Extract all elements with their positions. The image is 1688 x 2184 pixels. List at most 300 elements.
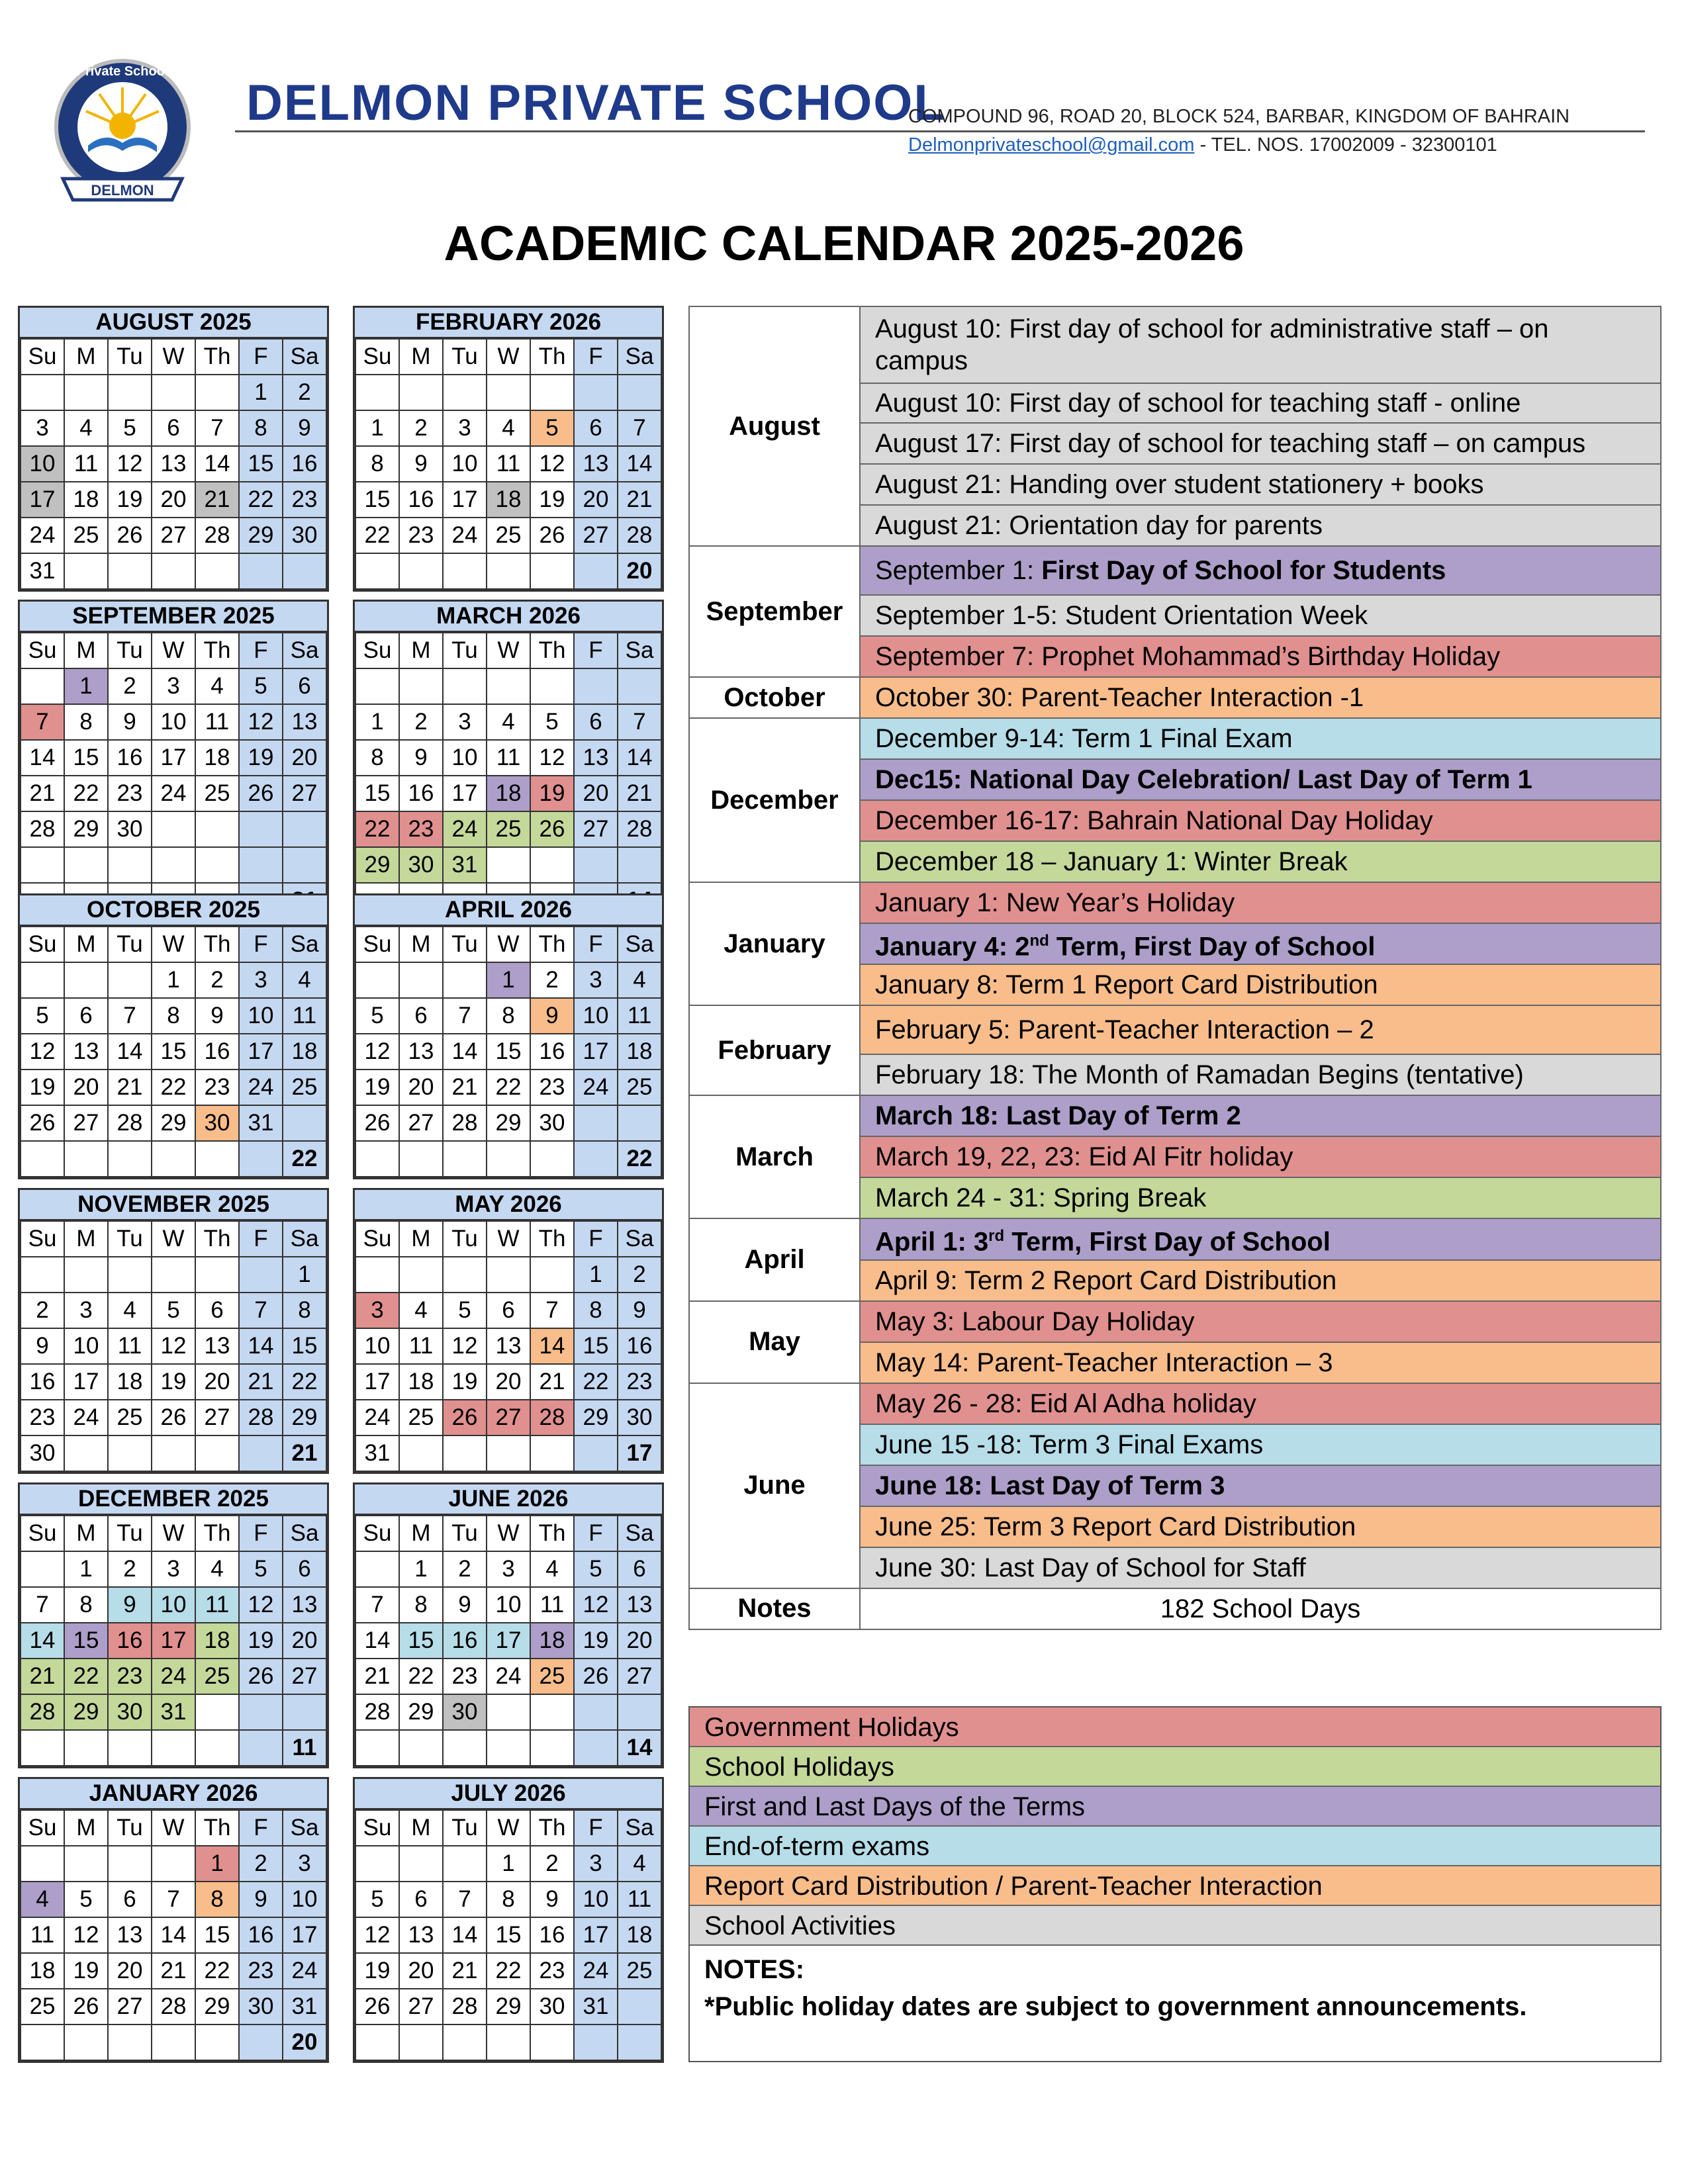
- day-cell: 13: [618, 1587, 661, 1623]
- day-cell: 3: [574, 1846, 618, 1882]
- weekday-header: F: [574, 1221, 618, 1257]
- empty-cell: [399, 1730, 443, 1766]
- event-month-label: January: [689, 882, 860, 1005]
- school-days-total: 17: [618, 1435, 661, 1471]
- day-cell: 8: [355, 740, 399, 776]
- weekday-header: M: [64, 1810, 108, 1846]
- empty-cell: [574, 668, 618, 704]
- day-cell: 19: [239, 740, 283, 776]
- day-cell: 19: [530, 776, 574, 811]
- day-cell: 7: [195, 410, 239, 446]
- day-cell: 20: [574, 482, 618, 518]
- weekday-header: M: [399, 1810, 443, 1846]
- legend-item: End-of-term exams: [690, 1827, 1660, 1866]
- empty-cell: [574, 1694, 618, 1730]
- weekday-header: Tu: [108, 633, 152, 668]
- month-title: SEPTEMBER 2025: [20, 602, 327, 632]
- color-legend: [688, 1706, 1662, 2062]
- weekday-header: Th: [530, 1516, 574, 1551]
- day-cell: 12: [152, 1328, 195, 1364]
- day-cell: 23: [618, 1364, 661, 1400]
- day-cell: 28: [108, 1105, 152, 1141]
- day-cell: 11: [487, 446, 530, 482]
- day-cell: 8: [399, 1587, 443, 1623]
- day-cell: 5: [530, 704, 574, 740]
- day-cell: 23: [530, 1953, 574, 1989]
- day-cell: 19: [21, 1069, 64, 1105]
- empty-cell: [64, 1435, 108, 1471]
- weekday-header: Tu: [443, 633, 487, 668]
- weekday-header: Su: [21, 633, 64, 668]
- day-cell: 11: [64, 446, 108, 482]
- weekday-header: M: [399, 927, 443, 962]
- day-cell: 23: [108, 776, 152, 811]
- day-cell: 8: [64, 1587, 108, 1623]
- empty-cell: [64, 1730, 108, 1766]
- day-cell: 21: [443, 1069, 487, 1105]
- day-cell: 2: [443, 1551, 487, 1587]
- event-item: February 18: The Month of Ramadan Begins (tentative): [860, 1054, 1661, 1095]
- empty-cell: [195, 1141, 239, 1177]
- day-cell: 23: [399, 811, 443, 847]
- empty-cell: [21, 2025, 64, 2060]
- day-cell: 20: [64, 1069, 108, 1105]
- school-days-total: 22: [283, 1141, 326, 1177]
- weekday-header: Su: [21, 1516, 64, 1551]
- day-cell: 27: [195, 1400, 239, 1435]
- empty-cell: [530, 1694, 574, 1730]
- empty-cell: [443, 2025, 487, 2060]
- day-cell: 14: [443, 1034, 487, 1069]
- empty-cell: [355, 553, 399, 589]
- empty-cell: [399, 1257, 443, 1293]
- empty-cell: [195, 553, 239, 589]
- day-cell: 20: [399, 1953, 443, 1989]
- day-cell: 17: [239, 1034, 283, 1069]
- day-cell: 6: [64, 998, 108, 1034]
- weekday-header: F: [574, 1810, 618, 1846]
- day-cell: 12: [239, 704, 283, 740]
- event-row: [689, 546, 1661, 595]
- day-cell: 20: [574, 776, 618, 811]
- empty-cell: [283, 1694, 326, 1730]
- notes-label: Notes: [689, 1588, 860, 1629]
- email-link[interactable]: Delmonprivateschool@gmail.com: [908, 134, 1195, 156]
- day-cell: 4: [618, 962, 661, 998]
- day-cell: 5: [355, 1882, 399, 1917]
- event-row: [689, 1218, 1661, 1259]
- empty-cell: [152, 1257, 195, 1293]
- event-item: March 18: Last Day of Term 2: [860, 1095, 1661, 1136]
- empty-cell: [283, 553, 326, 589]
- weekday-header: M: [399, 339, 443, 375]
- day-cell: 7: [618, 410, 661, 446]
- day-cell: 29: [283, 1400, 326, 1435]
- empty-cell: [355, 1551, 399, 1587]
- weekday-header: F: [239, 1221, 283, 1257]
- day-cell: 5: [239, 668, 283, 704]
- day-cell: 18: [618, 1917, 661, 1953]
- day-cell: 6: [283, 1551, 326, 1587]
- day-cell: 23: [21, 1400, 64, 1435]
- day-cell: 5: [152, 1293, 195, 1328]
- weekday-header: W: [152, 1221, 195, 1257]
- empty-cell: [152, 553, 195, 589]
- day-cell: 12: [108, 446, 152, 482]
- day-cell: 13: [152, 446, 195, 482]
- month-title: APRIL 2026: [355, 895, 662, 926]
- weekday-header: W: [152, 1516, 195, 1551]
- day-cell: 15: [355, 482, 399, 518]
- event-row: [689, 882, 1661, 923]
- day-cell: 5: [64, 1882, 108, 1917]
- day-cell: 15: [64, 1623, 108, 1659]
- empty-cell: [239, 553, 283, 589]
- day-cell: 14: [152, 1917, 195, 1953]
- empty-cell: [618, 1989, 661, 2025]
- weekday-header: M: [64, 1516, 108, 1551]
- empty-cell: [239, 847, 283, 883]
- weekday-header: W: [487, 1221, 530, 1257]
- day-cell: 28: [618, 518, 661, 553]
- empty-cell: [21, 1141, 64, 1177]
- day-cell: 19: [108, 482, 152, 518]
- day-cell: 16: [399, 482, 443, 518]
- empty-cell: [195, 1257, 239, 1293]
- day-cell: 13: [399, 1034, 443, 1069]
- day-cell: 5: [21, 998, 64, 1034]
- day-cell: 10: [64, 1328, 108, 1364]
- weekday-header: Tu: [108, 1810, 152, 1846]
- weekday-header: W: [487, 927, 530, 962]
- day-cell: 24: [443, 811, 487, 847]
- day-cell: 2: [108, 1551, 152, 1587]
- day-cell: 5: [239, 1551, 283, 1587]
- day-cell: 11: [618, 1882, 661, 1917]
- day-cell: 25: [283, 1069, 326, 1105]
- day-cell: 25: [108, 1400, 152, 1435]
- event-item: June 25: Term 3 Report Card Distribution: [860, 1506, 1661, 1547]
- day-cell: 3: [21, 410, 64, 446]
- weekday-header: M: [64, 339, 108, 375]
- event-item: June 18: Last Day of Term 3: [860, 1465, 1661, 1506]
- month-title: MARCH 2026: [355, 602, 662, 632]
- day-cell: 30: [195, 1105, 239, 1141]
- day-cell: 17: [283, 1917, 326, 1953]
- empty-cell: [108, 1257, 152, 1293]
- day-cell: 15: [487, 1917, 530, 1953]
- weekday-header: M: [399, 1516, 443, 1551]
- empty-cell: [487, 2025, 530, 2060]
- day-cell: 31: [355, 1435, 399, 1471]
- empty-cell: [152, 1846, 195, 1882]
- day-cell: 23: [195, 1069, 239, 1105]
- empty-cell: [487, 553, 530, 589]
- phone-numbers: - TEL. NOS. 17002009 - 32300101: [1194, 134, 1497, 156]
- day-cell: 25: [195, 1659, 239, 1694]
- notes-text: *Public holiday dates are subject to government announcements.: [704, 1992, 1527, 2021]
- event-item: October 30: Parent-Teacher Interaction -1: [860, 677, 1661, 718]
- day-cell: 27: [399, 1105, 443, 1141]
- day-cell: 9: [195, 998, 239, 1034]
- day-cell: 27: [64, 1105, 108, 1141]
- day-cell: 21: [21, 776, 64, 811]
- day-cell: 19: [530, 482, 574, 518]
- day-cell: 25: [195, 776, 239, 811]
- event-item: May 14: Parent-Teacher Interaction – 3: [860, 1342, 1661, 1383]
- day-cell: 1: [487, 962, 530, 998]
- school-contact: [908, 134, 1497, 156]
- day-cell: 10: [21, 446, 64, 482]
- weekday-header: Tu: [443, 1221, 487, 1257]
- empty-cell: [21, 847, 64, 883]
- event-item: August 10: First day of school for teaching staff - online: [860, 383, 1661, 423]
- weekday-header: Th: [530, 633, 574, 668]
- day-cell: 6: [283, 668, 326, 704]
- month-calendar: [18, 1188, 329, 1474]
- day-cell: 26: [574, 1659, 618, 1694]
- day-cell: 7: [21, 704, 64, 740]
- day-cell: 16: [283, 446, 326, 482]
- weekday-header: M: [399, 1221, 443, 1257]
- event-row: [689, 718, 1661, 759]
- empty-cell: [574, 553, 618, 589]
- day-cell: 17: [152, 1623, 195, 1659]
- day-cell: 6: [195, 1293, 239, 1328]
- empty-cell: [239, 1694, 283, 1730]
- day-cell: 18: [64, 482, 108, 518]
- empty-cell: [64, 1846, 108, 1882]
- day-cell: 14: [108, 1034, 152, 1069]
- day-cell: 20: [195, 1364, 239, 1400]
- day-cell: 19: [152, 1364, 195, 1400]
- day-cell: 14: [21, 740, 64, 776]
- day-cell: 7: [443, 998, 487, 1034]
- day-cell: 28: [530, 1400, 574, 1435]
- day-cell: 23: [399, 518, 443, 553]
- event-row: [689, 1005, 1661, 1054]
- empty-cell: [239, 1730, 283, 1766]
- weekday-header: Sa: [618, 339, 661, 375]
- empty-cell: [21, 962, 64, 998]
- day-cell: 21: [239, 1364, 283, 1400]
- day-cell: 26: [239, 1659, 283, 1694]
- event-row: [689, 1301, 1661, 1342]
- empty-cell: [530, 668, 574, 704]
- month-calendar: [353, 600, 664, 921]
- empty-cell: [487, 1694, 530, 1730]
- day-cell: 4: [487, 704, 530, 740]
- empty-cell: [152, 2025, 195, 2060]
- day-cell: 1: [399, 1551, 443, 1587]
- day-cell: 6: [108, 1882, 152, 1917]
- day-cell: 29: [487, 1105, 530, 1141]
- day-cell: 18: [618, 1034, 661, 1069]
- event-row: [689, 1095, 1661, 1136]
- empty-cell: [618, 375, 661, 410]
- day-cell: 3: [487, 1551, 530, 1587]
- day-cell: 24: [152, 1659, 195, 1694]
- event-item: August 21: Orientation day for parents: [860, 505, 1661, 546]
- day-cell: 25: [487, 811, 530, 847]
- month-calendar: [353, 893, 664, 1179]
- day-cell: 17: [21, 482, 64, 518]
- day-cell: 6: [152, 410, 195, 446]
- day-cell: 9: [443, 1587, 487, 1623]
- weekday-header: Sa: [618, 927, 661, 962]
- day-cell: 10: [574, 998, 618, 1034]
- weekday-header: M: [399, 633, 443, 668]
- day-cell: 22: [355, 811, 399, 847]
- month-title: FEBRUARY 2026: [355, 308, 662, 338]
- day-cell: 11: [618, 998, 661, 1034]
- day-cell: 6: [399, 1882, 443, 1917]
- empty-cell: [618, 668, 661, 704]
- month-calendar: [18, 893, 329, 1179]
- weekday-header: Su: [355, 339, 399, 375]
- weekday-header: F: [239, 927, 283, 962]
- month-title: DECEMBER 2025: [20, 1484, 327, 1515]
- day-cell: 30: [239, 1989, 283, 2025]
- day-cell: 10: [239, 998, 283, 1034]
- day-cell: 10: [574, 1882, 618, 1917]
- empty-cell: [487, 668, 530, 704]
- day-cell: 22: [487, 1069, 530, 1105]
- weekday-header: Th: [195, 1810, 239, 1846]
- day-cell: 24: [574, 1953, 618, 1989]
- notes-heading: NOTES:: [704, 1955, 805, 1984]
- day-cell: 29: [239, 518, 283, 553]
- day-cell: 11: [283, 998, 326, 1034]
- weekday-header: Tu: [108, 1516, 152, 1551]
- day-cell: 28: [21, 1694, 64, 1730]
- empty-cell: [239, 1257, 283, 1293]
- empty-cell: [574, 1141, 618, 1177]
- empty-cell: [530, 375, 574, 410]
- day-cell: 24: [283, 1953, 326, 1989]
- event-item: February 5: Parent-Teacher Interaction – 2: [860, 1005, 1661, 1054]
- weekday-header: Su: [355, 1516, 399, 1551]
- day-cell: 5: [355, 998, 399, 1034]
- day-cell: 3: [283, 1846, 326, 1882]
- weekday-header: Tu: [108, 1221, 152, 1257]
- day-cell: 15: [195, 1917, 239, 1953]
- day-cell: 15: [487, 1034, 530, 1069]
- legend-item: Report Card Distribution / Parent-Teacher Interaction: [690, 1866, 1660, 1906]
- day-cell: 7: [355, 1587, 399, 1623]
- day-cell: 19: [574, 1623, 618, 1659]
- month-calendar: [18, 1482, 329, 1768]
- day-cell: 11: [108, 1328, 152, 1364]
- weekday-header: Th: [195, 633, 239, 668]
- day-cell: 11: [195, 1587, 239, 1623]
- event-item: Dec15: National Day Celebration/ Last Day of Term 1: [860, 759, 1661, 800]
- day-cell: 15: [399, 1623, 443, 1659]
- day-cell: 27: [283, 776, 326, 811]
- day-cell: 21: [21, 1659, 64, 1694]
- header-divider: [235, 130, 1645, 132]
- month-title: OCTOBER 2025: [20, 895, 327, 926]
- day-cell: 30: [618, 1400, 661, 1435]
- day-cell: 16: [443, 1623, 487, 1659]
- day-cell: 10: [355, 1328, 399, 1364]
- empty-cell: [21, 668, 64, 704]
- event-item: August 17: First day of school for teaching staff – on campus: [860, 423, 1661, 464]
- day-cell: 26: [355, 1105, 399, 1141]
- day-cell: 28: [443, 1105, 487, 1141]
- day-cell: 20: [283, 740, 326, 776]
- day-cell: 4: [530, 1551, 574, 1587]
- day-cell: 13: [64, 1034, 108, 1069]
- empty-cell: [530, 553, 574, 589]
- day-cell: 14: [21, 1623, 64, 1659]
- day-cell: 21: [530, 1364, 574, 1400]
- day-cell: 22: [487, 1953, 530, 1989]
- day-cell: 27: [152, 518, 195, 553]
- empty-cell: [355, 2025, 399, 2060]
- event-month-label: February: [689, 1005, 860, 1095]
- day-cell: 13: [574, 740, 618, 776]
- empty-cell: [618, 847, 661, 883]
- day-cell: 23: [283, 482, 326, 518]
- empty-cell: [443, 962, 487, 998]
- weekday-header: Th: [530, 339, 574, 375]
- day-cell: 22: [239, 482, 283, 518]
- weekday-header: Sa: [283, 1516, 326, 1551]
- day-cell: 11: [487, 740, 530, 776]
- weekday-header: M: [64, 1221, 108, 1257]
- empty-cell: [443, 553, 487, 589]
- school-days-total: 20: [283, 2025, 326, 2060]
- event-item: December 16-17: Bahrain National Day Holiday: [860, 800, 1661, 841]
- day-cell: 12: [530, 740, 574, 776]
- empty-cell: [21, 1257, 64, 1293]
- weekday-header: F: [239, 633, 283, 668]
- weekday-header: Th: [530, 927, 574, 962]
- day-cell: 25: [64, 518, 108, 553]
- event-item: March 24 - 31: Spring Break: [860, 1177, 1661, 1218]
- weekday-header: F: [239, 1810, 283, 1846]
- event-month-label: August: [689, 306, 860, 546]
- day-cell: 24: [574, 1069, 618, 1105]
- day-cell: 2: [283, 375, 326, 410]
- empty-cell: [64, 2025, 108, 2060]
- day-cell: 6: [574, 410, 618, 446]
- day-cell: 5: [574, 1551, 618, 1587]
- empty-cell: [355, 1730, 399, 1766]
- day-cell: 12: [443, 1328, 487, 1364]
- day-cell: 16: [108, 740, 152, 776]
- day-cell: 21: [443, 1953, 487, 1989]
- month-title: NOVEMBER 2025: [20, 1190, 327, 1220]
- empty-cell: [355, 668, 399, 704]
- month-title: JUNE 2026: [355, 1484, 662, 1515]
- empty-cell: [443, 1257, 487, 1293]
- empty-cell: [399, 1435, 443, 1471]
- day-cell: 31: [443, 847, 487, 883]
- weekday-header: M: [64, 633, 108, 668]
- day-cell: 27: [618, 1659, 661, 1694]
- empty-cell: [355, 962, 399, 998]
- day-cell: 3: [355, 1293, 399, 1328]
- empty-cell: [530, 1257, 574, 1293]
- day-cell: 11: [21, 1917, 64, 1953]
- day-cell: 29: [195, 1989, 239, 2025]
- weekday-header: Sa: [618, 633, 661, 668]
- day-cell: 24: [21, 518, 64, 553]
- event-item: January 4: 2nd Term, First Day of School: [860, 923, 1661, 964]
- event-row: [689, 1383, 1661, 1424]
